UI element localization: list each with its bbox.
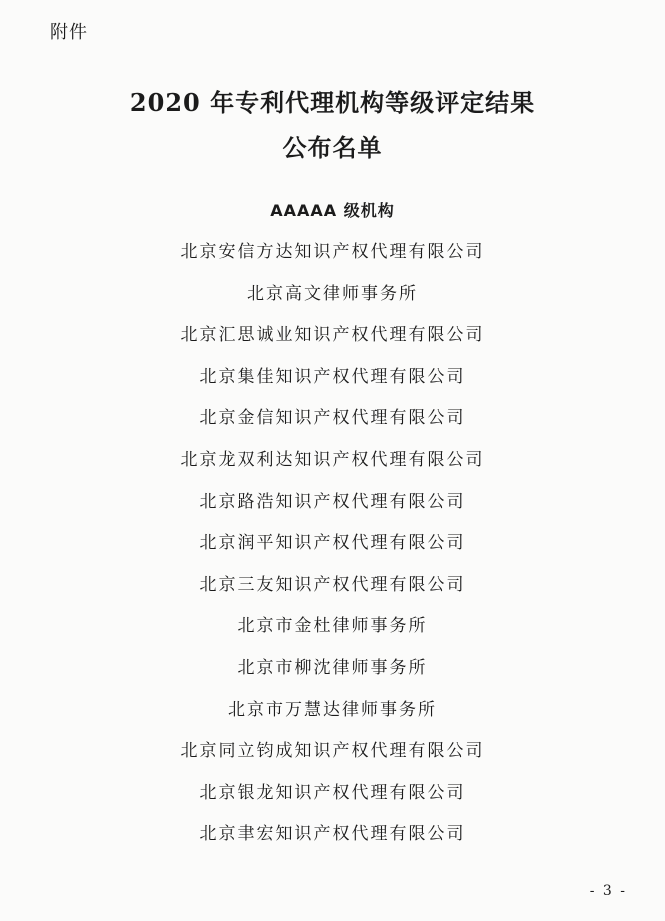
list-item: 北京银龙知识产权代理有限公司 [199,782,466,803]
list-item: 北京润平知识产权代理有限公司 [199,533,466,554]
list-item: 北京三友知识产权代理有限公司 [199,574,466,595]
list-item: 北京市金杜律师事务所 [237,616,428,637]
document-title-line-2: 公布名单 [282,133,383,162]
list-item: 北京市柳沈律师事务所 [237,657,428,678]
list-item: 北京同立钧成知识产权代理有限公司 [180,741,485,762]
list-item: 北京汇思诚业知识产权代理有限公司 [180,325,485,346]
list-item: 北京安信方达知识产权代理有限公司 [180,242,485,262]
page-number: - 3 - [589,883,627,899]
list-item: 北京路浩知识产权代理有限公司 [199,491,466,512]
list-item: 北京市万慧达律师事务所 [228,699,437,720]
document-title-line-1: 2020 年专利代理机构等级评定结果 [129,88,536,117]
list-item: 北京高文律师事务所 [247,283,418,304]
list-item: 北京金信知识产权代理有限公司 [199,408,466,429]
list-item: 北京龙双利达知识产权代理有限公司 [180,449,485,470]
attachment-label: 附件 [50,22,88,43]
list-item: 北京集佳知识产权代理有限公司 [199,366,466,387]
organization-list [0,232,665,856]
section-heading: AAAAA 级机构 [270,201,395,220]
list-item: 北京聿宏知识产权代理有限公司 [199,824,466,845]
